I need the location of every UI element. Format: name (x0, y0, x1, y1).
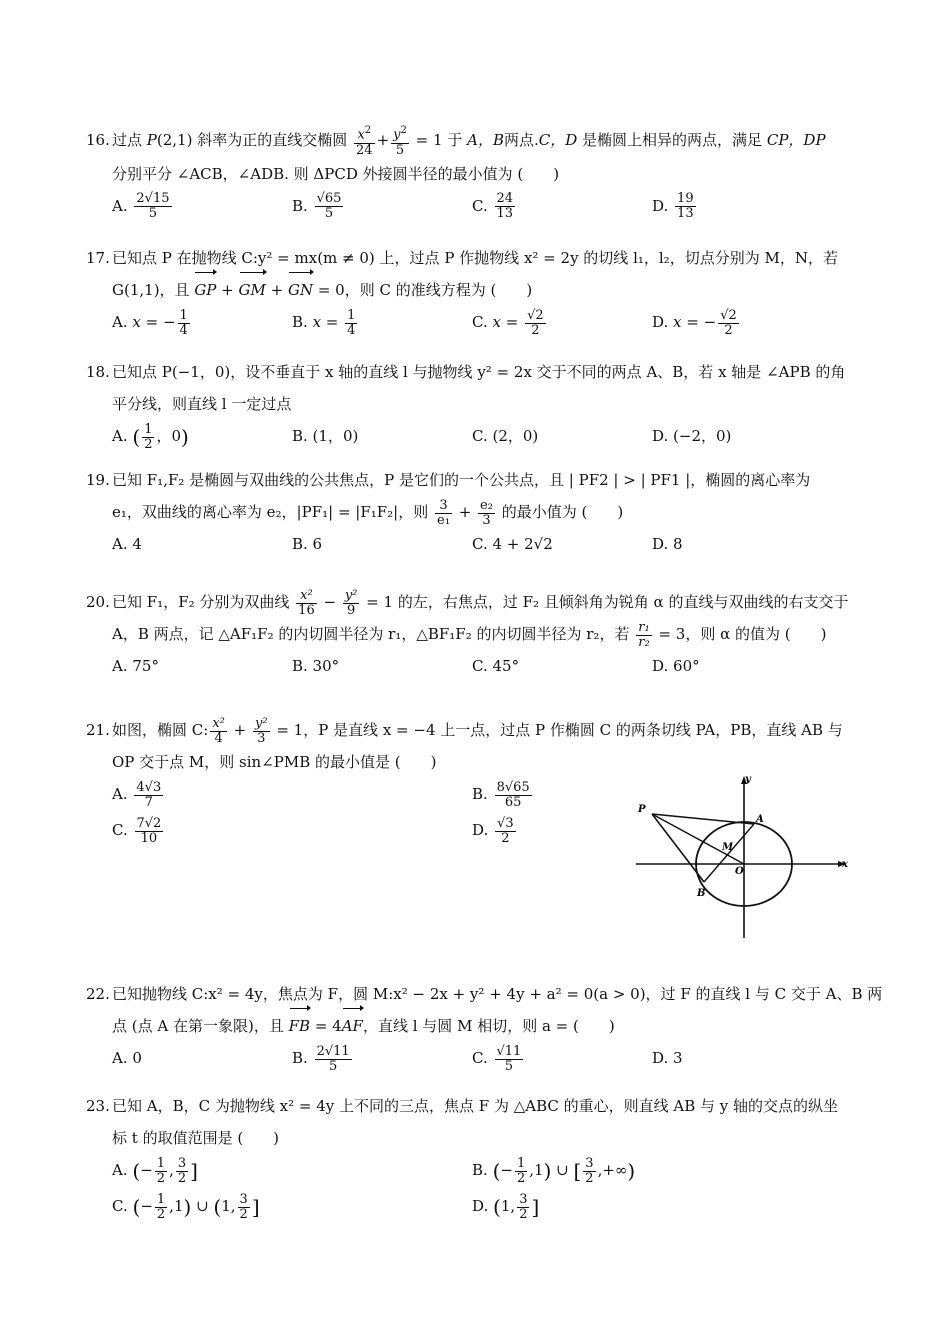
question-text: OP 交于点 M，则 sin∠PMB 的最小值是 ( ) (112, 753, 437, 771)
option-a: A. x = − $\frac{1}{4}$ (112, 307, 188, 338)
label-x: x (842, 859, 848, 870)
option-c: C. x = $\frac{√2}{2}$ (472, 307, 544, 338)
option-d: D. (−2，0) (652, 427, 732, 445)
question-20: 20. 已知 F₁，F₂ 分别为双曲线 $\frac{\text{x²}}{16}$ − $\frac{\text{y²}}{9}$ = 1 的左，右焦点，过 F₂ 且倾斜角为锐角 α 的直线与双曲线的右支交于 A，B 两点，记 △AF₁F₂ 的内切圆半径为 r₁，△BF₁F₂ 的内切圆半径为 r₂，若 $\frac{\text{r₁}}{\text{r₂}}$ = 3，则 α 的值为 ( ) A. 75° B. 30° C. 45° D. 60° (86, 586, 870, 686)
question-number: 22. (86, 985, 110, 1003)
option-b: B. (− $\frac{1}{2}$ ,1) ∪ [ $\frac{3}{2}$ ,+∞) (472, 1155, 636, 1186)
fraction: $\frac{\text{r₁}}{\text{r₂}}$ (638, 619, 650, 650)
label-y: y (745, 774, 751, 785)
question-text: 平分线，则直线 l 一定过点 (112, 395, 292, 413)
vector-gp: GP (194, 274, 216, 306)
options (112, 1042, 870, 1078)
label-m: M (722, 842, 734, 853)
option-d: D. 3 (652, 1049, 683, 1067)
question-21: 21. 如图，椭圆 C: $\frac{\text{x²}}{4}$ + $\frac{\text{y²}}{3}$ = 1，P 是直线 x = −4 上一点，过点 P 作椭圆 C 的两条切线 PA，PB，直线 AB 与 OP 交于点 M，则 sin∠PMB 的最小值是 ( ) A. $\frac{4√3}{7}$ B. $\frac{8√65}{65}$ C. $\frac{7√2}{10}$ D. $\frac{√3}{2}$ (86, 714, 870, 850)
option-b: B. $\frac{√65}{5}$ (292, 191, 342, 222)
option-d: D. $\frac{19}{13}$ (652, 191, 694, 222)
option-a: A. 4 (112, 535, 142, 553)
question-text: 已知抛物线 C:x² = 4y，焦点为 F，圆 M:x² − 2x + y² + 4y + a² = 0(a > 0)，过 F 的直线 l 与 C 交于 A、B 两 (112, 985, 883, 1003)
option-b: B. $\frac{8√65}{65}$ (472, 779, 530, 810)
fraction: $\frac{3}{\text{e₁}}$ (437, 497, 450, 528)
options (112, 190, 870, 226)
question-text: 已知 F₁,F₂ 是椭圆与双曲线的公共焦点，P 是它们的一个公共点，且 | PF2 | > | PF1 |，椭圆的离心率为 (112, 471, 811, 489)
options-row-1 (112, 1154, 870, 1190)
option-d: D. $\frac{√3}{2}$ (472, 815, 514, 846)
fraction: $\frac{\text{e₂}}{3}$ (480, 497, 493, 528)
options (112, 420, 870, 456)
option-a: A. $\frac{4√3}{7}$ (112, 779, 162, 810)
option-b: B. 30° (292, 657, 340, 675)
vector-af: AF (342, 1010, 363, 1042)
tangent-pb (652, 814, 704, 882)
question-23 (86, 1090, 870, 1226)
option-d: D. (1, $\frac{3}{2}$ ] (472, 1191, 540, 1222)
label-a: A (756, 814, 764, 825)
fraction: $\frac{y^2}{5}$ (393, 125, 407, 158)
question-16: 16. 过点 P(2,1) 斜率为正的直线交椭圆 $\frac{x^2}{24}$ + $\frac{y^2}{5}$ = 1 于 A，B两点.C，D 是椭圆上相异的两点，满足 CP，DP 分别平分 ∠ACB，∠ADB. 则 ΔPCD 外接圆半径的最小值为 ( ) A. $\frac{2√15}{5}$ B. $\frac{√65}{5}$ C. $\frac{24}{13}$ D. $\frac{19}{13}$ (86, 124, 870, 226)
fraction: $\frac{\text{y²}}{3}$ (254, 715, 268, 746)
option-a: A. (− $\frac{1}{2}$ , $\frac{3}{2}$ ] (112, 1155, 198, 1186)
fraction: $\frac{\text{y²}}{9}$ (344, 587, 358, 618)
label-p: P (638, 804, 646, 815)
question-text: 标 t 的取值范围是 ( ) (112, 1129, 280, 1147)
question-number: 20. (86, 593, 110, 611)
fraction: $\frac{x^2}{24}$ (356, 125, 373, 158)
question-18 (86, 356, 870, 456)
option-d: D. x = − $\frac{√2}{2}$ (652, 307, 737, 338)
question-number: 18. (86, 363, 110, 381)
option-d: D. 8 (652, 535, 683, 553)
options-row-2 (112, 1190, 870, 1226)
vector-gm: GM (239, 274, 266, 306)
option-c: C. 45° (472, 657, 520, 675)
option-b: B. $\frac{2√11}{5}$ (292, 1043, 350, 1074)
label-o: O (735, 866, 744, 877)
question-number: 19. (86, 471, 110, 489)
fraction: $\frac{\text{x²}}{4}$ (212, 715, 225, 746)
vector-gn: GN (288, 274, 313, 306)
option-d: D. 60° (652, 657, 700, 675)
question-text: 已知 A，B，C 为抛物线 x² = 4y 上不同的三点，焦点 F 为 △ABC 的重心，则直线 AB 与 y 轴的交点的纵坐 (112, 1097, 839, 1115)
option-b: B. 6 (292, 535, 323, 553)
option-b: B. x = $\frac{1}{4}$ (292, 307, 356, 338)
question-number: 16. (86, 131, 110, 149)
question-number: 23. (86, 1097, 110, 1115)
option-a: A. $\frac{2√15}{5}$ (112, 191, 170, 222)
question-text: 分别平分 ∠ACB，∠ADB. 则 ΔPCD 外接圆半径的最小值为 ( ) (112, 164, 560, 183)
option-a: A. 0 (112, 1049, 142, 1067)
ellipse-tangent-figure (632, 772, 852, 942)
option-c: C. 4 + 2√2 (472, 535, 553, 553)
question-number: 17. (86, 249, 110, 267)
options (112, 528, 870, 564)
fraction: $\frac{\text{x²}}{16}$ (298, 587, 315, 618)
option-c: C. $\frac{√11}{5}$ (472, 1043, 522, 1074)
option-b: B. (1，0) (292, 427, 359, 445)
option-c: C. $\frac{7√2}{10}$ (112, 815, 162, 846)
question-text: 已知点 P(−1，0)，设不垂直于 x 轴的直线 l 与抛物线 y² = 2x 交于不同的两点 A、B，若 x 轴是 ∠APB 的角 (112, 363, 846, 381)
question-17: 17. 已知点 P 在抛物线 C:y² = mx(m ≠ 0) 上，过点 P 作抛物线 x² = 2y 的切线 l₁，l₂，切点分别为 M，N，若 G(1,1)，且 GP + GM + GN = 0，则 C 的准线方程为 ( ) A. x = − $\frac{1}{4}$ B. x = $\frac{1}{4}$ C. x = $\frac{√2}{2}$ D. x = − $\frac{√2}{2}$ (86, 242, 870, 342)
option-a: A. 75° (112, 657, 159, 675)
question-22: 22. 已知抛物线 C:x² = 4y，焦点为 F，圆 M:x² − 2x + y² + 4y + a² = 0(a > 0)，过 F 的直线 l 与 C 交于 A、B 两 点 (点 A 在第一象限)，且 FB = 4AF，直线 l 与圆 M 相切，则 a = ( ) A. 0 B. $\frac{2√11}{5}$ C. $\frac{√11}{5}$ D. 3 (86, 978, 870, 1078)
options (112, 650, 870, 686)
option-c: C. $\frac{24}{13}$ (472, 191, 514, 222)
option-c: C. (2，0) (472, 427, 539, 445)
question-number: 21. (86, 721, 110, 739)
options (112, 306, 870, 342)
vector-fb: FB (289, 1010, 310, 1042)
option-a: A. ( $\frac{1}{2}$ ，0) (112, 421, 189, 452)
question-text: 已知点 P 在抛物线 C:y² = mx(m ≠ 0) 上，过点 P 作抛物线 x² = 2y 的切线 l₁，l₂，切点分别为 M，N，若 (112, 249, 838, 267)
option-c: C. (− $\frac{1}{2}$ ,1) ∪ (1, $\frac{3}{2}$ ] (112, 1191, 260, 1222)
question-19: 19. 已知 F₁,F₂ 是椭圆与双曲线的公共焦点，P 是它们的一个公共点，且 | PF2 | > | PF1 |，椭圆的离心率为 e₁，双曲线的离心率为 e₂，|PF₁| = |F₁F₂|，则 $\frac{3}{\text{e₁}}$ + $\frac{\text{e₂}}{3}$ 的最小值为 ( ) A. 4 B. 6 C. 4 + 2√2 D. 8 (86, 464, 870, 564)
label-b: B (697, 888, 706, 899)
